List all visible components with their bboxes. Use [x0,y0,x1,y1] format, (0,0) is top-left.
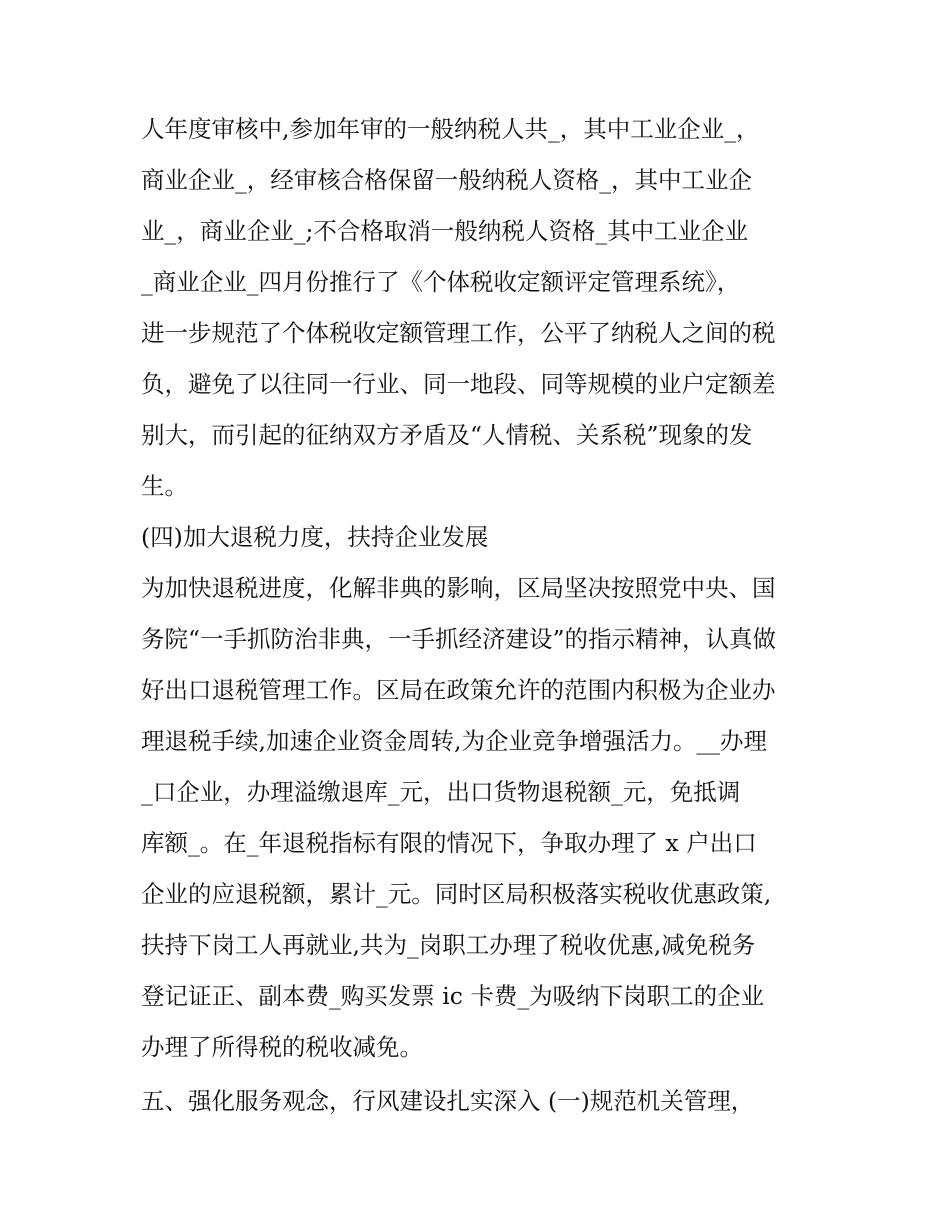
document-body [141,104,821,1127]
section-heading: 五、强化服务观念，行风建设扎实深入 (一)规范机关管理， [141,1087,755,1115]
text-line: 好出口退税管理工作。区局在政策允许的范围内积极为企业办 [141,676,776,704]
text-line: 为加快退税进度，化解非典的影响，区局坚决按照党中央、国 [141,574,776,602]
text-line: _口企业，办理溢缴退库_元，出口货物退税额_元，免抵调 [141,778,741,806]
text-line: 负，避免了以往同一行业、同一地段、同等规模的业户定额差 [141,370,776,398]
text-line: 生。 [141,472,188,500]
text-line: 别大，而引起的征纳双方矛盾及“人情税、关系税”现象的发 [141,421,753,449]
text-line: 扶持下岗工人再就业,共为_岗职工办理了税收优惠,减免税务 [141,931,756,959]
text-line: 办理了所得税的税收减免。 [141,1033,423,1061]
section-heading: (四)加大退税力度，扶持企业发展 [141,523,489,551]
text-line: 进一步规范了个体税收定额管理工作，公平了纳税人之间的税 [141,319,776,347]
text-line: 登记证正、副本费_购买发票 ic 卡费_为吸纳下岗职工的企业 [141,982,765,1010]
text-line: 业_，商业企业_;不合格取消一般纳税人资格_其中工业企业 [141,217,749,245]
text-line: 库额_。在_年退税指标有限的情况下，争取办理了 x 户出口 [141,829,757,857]
text-line: 理退税手续,加速企业资金周转,为企业竞争增强活力。__办理 [141,727,767,755]
text-line: 商业企业_，经审核合格保留一般纳税人资格_，其中工业企 [141,166,752,194]
text-line: 企业的应退税额，累计_元。同时区局积极落实税收优惠政策, [141,880,772,908]
text-line: _商业企业_四月份推行了《个体税收定额评定管理系统》， [141,268,741,296]
text-line: 务院“一手抓防治非典，一手抓经济建设”的指示精神，认真做 [141,625,777,653]
text-line: 人年度审核中,参加年审的一般纳税人共_，其中工业企业_， [141,115,760,143]
